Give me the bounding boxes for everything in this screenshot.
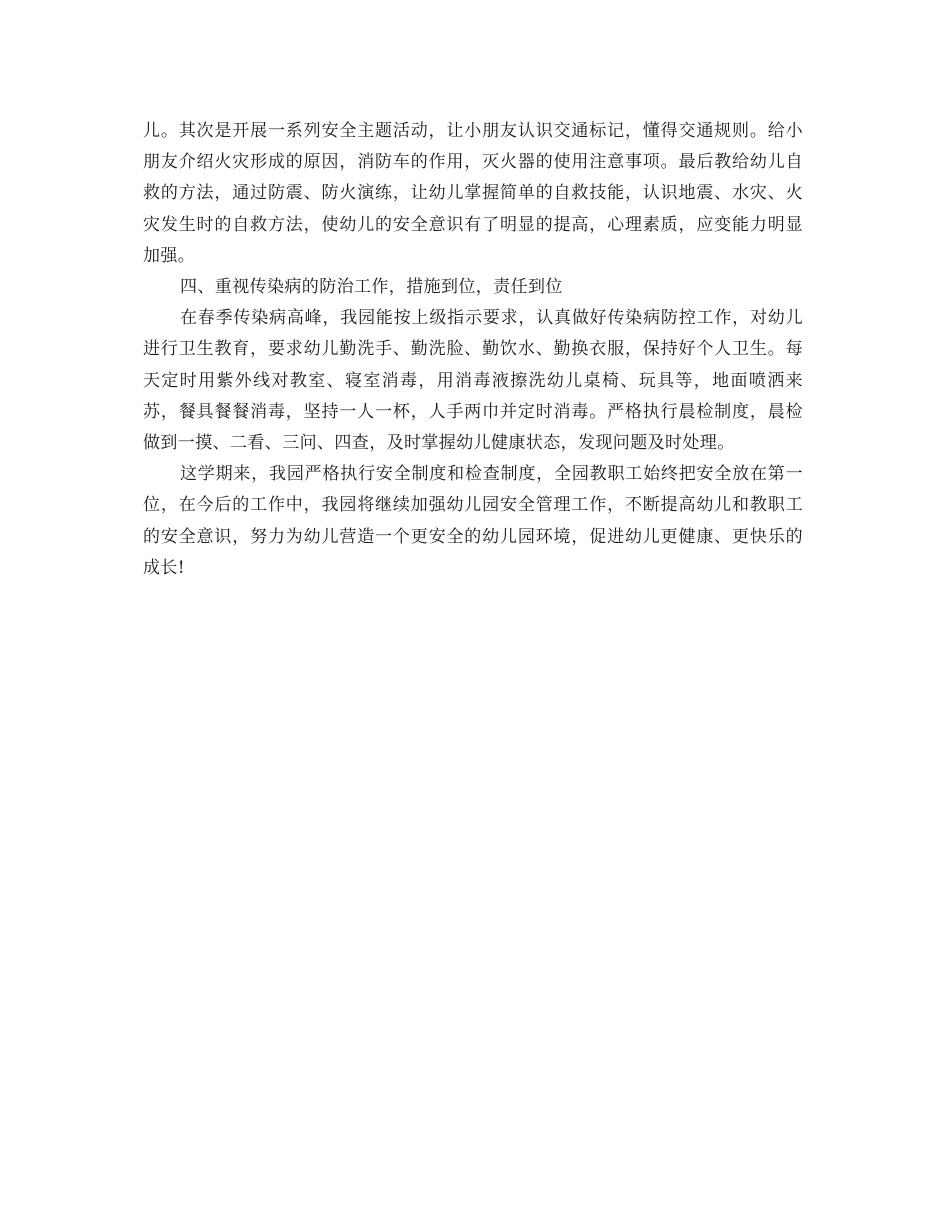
paragraph-continuation-safety-activities: 儿。其次是开展一系列安全主题活动，让小朋友认识交通标记，懂得交通规则。给小朋友介绍火灾形成的原因，消防车的作用，灭火器的使用注意事项。最后教给幼儿自救的方法，通过防震、防火演练，让幼儿掌握简单的自救技能，认识地震、水灾、火灾发生时的自救方法，使幼儿的安全意识有了明显的提高，心理素质，应变能力明显加强。 <box>143 121 803 266</box>
document-body <box>143 116 803 584</box>
paragraph-disease-prevention: 在春季传染病高峰，我园能按上级指示要求，认真做好传染病防控工作，对幼儿进行卫生教育，要求幼儿勤洗手、勤洗脸、勤饮水、勤换衣服，保持好个人卫生。每天定时用紫外线对教室、寝室消毒，用消毒液擦洗幼儿桌椅、玩具等，地面喷洒来苏，餐具餐餐消毒，坚持一人一杯，人手两巾并定时消毒。严格执行晨检制度，晨检做到一摸、二看、三问、四查，及时掌握幼儿健康状态，发现问题及时处理。 <box>143 308 803 454</box>
paragraph-conclusion: 这学期来，我园严格执行安全制度和检查制度，全园教职工始终把安全放在第一位，在今后的工作中，我园将继续加强幼儿园安全管理工作，不断提高幼儿和教职工的安全意识，努力为幼儿营造一个更安全的幼儿园环境，促进幼儿更健康、更快乐的成长! <box>143 464 803 578</box>
section-heading-infectious-disease: 四、重视传染病的防治工作，措施到位，责任到位 <box>180 277 563 298</box>
